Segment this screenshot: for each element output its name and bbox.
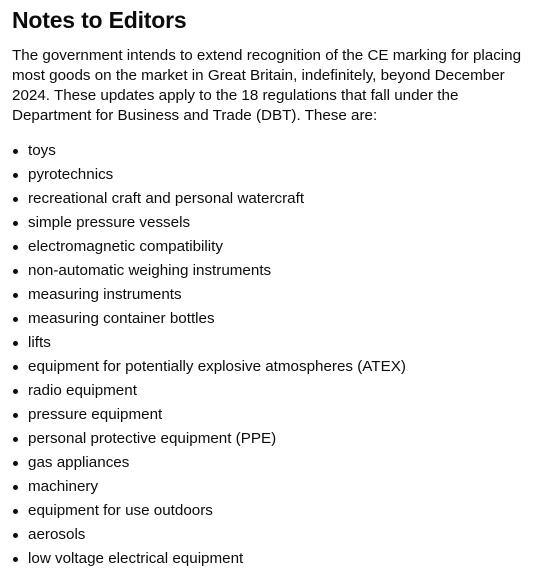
regulations-list <box>12 139 548 571</box>
bullet-icon <box>13 197 18 202</box>
list-item <box>12 379 548 403</box>
list-item <box>12 307 548 331</box>
list-item-text: toys <box>28 142 56 159</box>
list-item-text: lifts <box>28 334 51 351</box>
list-item-text: aerosols <box>28 526 86 543</box>
list-item-text: radio equipment <box>28 382 137 399</box>
list-item-text: low voltage electrical equipment <box>28 550 244 567</box>
list-item-text: non-automatic weighing instruments <box>28 262 272 279</box>
list-item <box>12 211 548 235</box>
list-item <box>12 475 548 499</box>
list-item <box>12 331 548 355</box>
list-item <box>12 283 548 307</box>
bullet-icon <box>13 269 18 274</box>
list-item-text: simple pressure vessels <box>28 214 191 231</box>
intro-paragraph: The government intends to extend recognition of the CE marking for placing most goods on the market in Great Britain, indefinitely, beyond December 2024. These updates apply to the 18 regulations that fall under the Department for Business and Trade (DBT). These are: <box>12 47 522 124</box>
list-item <box>12 163 548 187</box>
list-item-text: gas appliances <box>28 454 130 471</box>
list-item <box>12 259 548 283</box>
list-item-text: equipment for potentially explosive atmospheres (ATEX) <box>28 358 406 375</box>
list-item <box>12 451 548 475</box>
bullet-icon <box>13 221 18 226</box>
bullet-icon <box>13 149 18 154</box>
list-item-text: pyrotechnics <box>28 166 114 183</box>
list-item-text: machinery <box>28 478 99 495</box>
list-item <box>12 547 548 571</box>
list-item-text: recreational craft and personal watercraft <box>28 190 305 207</box>
list-item <box>12 403 548 427</box>
bullet-icon <box>13 413 18 418</box>
bullet-icon <box>13 509 18 514</box>
bullet-icon <box>13 173 18 178</box>
list-item <box>12 427 548 451</box>
list-item-text: measuring container bottles <box>28 310 215 327</box>
bullet-icon <box>13 365 18 370</box>
list-item-text: personal protective equipment (PPE) <box>28 430 277 447</box>
bullet-icon <box>13 293 18 298</box>
list-item-text: electromagnetic compatibility <box>28 238 223 255</box>
list-item <box>12 139 548 163</box>
list-item-text: equipment for use outdoors <box>28 502 213 519</box>
list-item <box>12 187 548 211</box>
bullet-icon <box>13 557 18 562</box>
bullet-icon <box>13 389 18 394</box>
list-item <box>12 235 548 259</box>
list-item <box>12 523 548 547</box>
bullet-icon <box>13 245 18 250</box>
list-item-text: pressure equipment <box>28 406 163 423</box>
bullet-icon <box>13 317 18 322</box>
list-item <box>12 355 548 379</box>
list-item <box>12 499 548 523</box>
bullet-icon <box>13 533 18 538</box>
bullet-icon <box>13 437 18 442</box>
bullet-icon <box>13 461 18 466</box>
bullet-icon <box>13 485 18 490</box>
list-item-text: measuring instruments <box>28 286 182 303</box>
bullet-icon <box>13 341 18 346</box>
section-heading: Notes to Editors <box>12 7 187 33</box>
